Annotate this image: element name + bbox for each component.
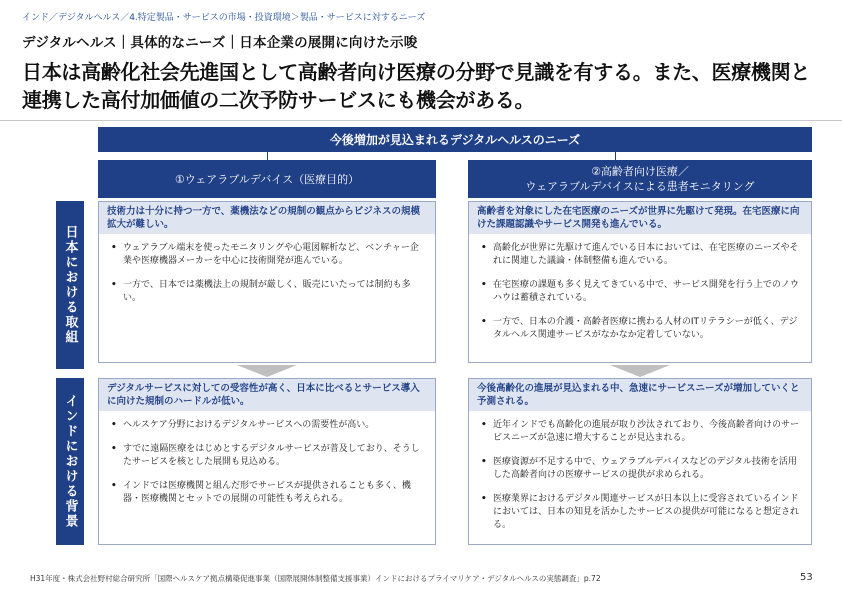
panel-japan-wearable xyxy=(98,201,436,363)
column-header-elderly-care xyxy=(468,160,812,198)
list-item: • 近年インドでも高齢化の進展が取り沙汰されており、今後高齢者向けのサービスニーズが急速に増大することが見込まれる。 xyxy=(479,419,799,445)
bullet-list xyxy=(469,411,811,532)
needs-banner xyxy=(98,127,812,152)
breadcrumb: インド／デジタルヘルス／4.特定製品・サービスの市場・投資環境＞製品・サービスに対するニーズ xyxy=(22,13,426,23)
page-number: 53 xyxy=(800,572,813,583)
bullet-list xyxy=(99,411,435,506)
list-item: • 医療資源が不足する中で、ウェアラブルデバイスなどのデジタル技術を活用した高齢者向けの医療サービスの提供が求められる。 xyxy=(479,456,799,482)
needs-banner-label: 今後増加が見込まれるデジタルヘルスのニーズ xyxy=(329,133,581,147)
list-item: • 高齢化が世界に先駆けて進んでいる日本においては、在宅医療のニーズやそれに関連した議論・体制整備も進んでいる。 xyxy=(479,242,799,268)
panel-heading: デジタルサービスに対しての受容性が高く、日本に比べるとサービス導入に向けた規制のハードルが低い。 xyxy=(99,379,435,411)
panel-heading: 高齢者を対象にした在宅医療のニーズが世界に先駆けて発現。在宅医療に向けた課題認識やサービス開発も進んでいる。 xyxy=(469,202,811,234)
panel-india-wearable xyxy=(98,378,436,545)
list-item: • 一方で、日本では薬機法上の規制が厳しく、販売にいたっては制約も多い。 xyxy=(109,279,423,305)
panel-india-elderly-care xyxy=(468,378,812,545)
down-arrow-right xyxy=(610,365,670,377)
row-label-japan: 日本における取組 xyxy=(56,201,84,369)
column-header-elderly-care-line2: ウェアラブルデバイスによる患者モニタリング xyxy=(525,180,755,193)
panel-japan-elderly-care xyxy=(468,201,812,363)
list-item: • インドでは医療機関と組んだ形でサービスが提供されることも多く、機器・医療機関とセットでの展開の可能性も考えられる。 xyxy=(109,480,423,506)
source-footnote: H31年度・株式会社野村総合研究所「国際ヘルスケア拠点構築促進事業（国際展開体制整備支援事業）インドにおけるプライマリケア・デジタルヘルスの実態調査」p.72 xyxy=(30,574,601,583)
page-subtitle: デジタルヘルス｜具体的なニーズ｜日本企業の展開に向けた示唆 xyxy=(22,35,418,51)
page-title: 日本は高齢化社会先進国として高齢者向け医療の分野で見識を有する。また、医療機関と連携した高付加価値の二次予防サービスにも機会がある。 xyxy=(22,60,810,112)
row-label-india: インドにおける背景 xyxy=(56,378,84,545)
panel-heading: 技術力は十分に持つ一方で、薬機法などの規制の観点からビジネスの規模拡大が難しい。 xyxy=(99,202,435,234)
list-item: • 一方で、日本の介護・高齢者医療に携わる人材のITリテラシーが低く、デジタルヘルス関連サービスがなかなか定着していない。 xyxy=(479,316,799,342)
down-arrow-left xyxy=(237,365,297,377)
list-item: • ヘルスケア分野におけるデジタルサービスへの需要性が高い。 xyxy=(109,419,423,432)
bullet-list xyxy=(99,234,435,305)
title-divider xyxy=(0,120,842,121)
list-item: • 在宅医療の課題も多く見えてきている中で、サービス開発を行う上でのノウハウは蓄積されている。 xyxy=(479,279,799,305)
column-header-wearable xyxy=(98,160,436,198)
banner-connector-right xyxy=(615,152,616,160)
banner-connector-left xyxy=(267,152,268,160)
column-header-elderly-care-line1: ②高齢者向け医療／ xyxy=(591,165,689,178)
list-item: • ウェアラブル端末を使ったモニタリングや心電図解析など、ベンチャー企業や医療機器メーカーを中心に技術開発が進んでいる。 xyxy=(109,242,423,268)
bullet-list xyxy=(469,234,811,342)
list-item: • すでに遠隔医療をはじめとするデジタルサービスが普及しており、そうしたサービスを核とした展開も見込める。 xyxy=(109,443,423,469)
column-header-wearable-line1: ①ウェアラブルデバイス（医療目的） xyxy=(174,172,360,186)
list-item: • 医療業界におけるデジタル関連サービスが日本以上に受容されているインドにおいては、日本の知見を活かしたサービスの提供が可能になると想定される。 xyxy=(479,493,799,532)
panel-heading: 今後高齢化の進展が見込まれる中、急速にサービスニーズが増加していくと予測される。 xyxy=(469,379,811,411)
